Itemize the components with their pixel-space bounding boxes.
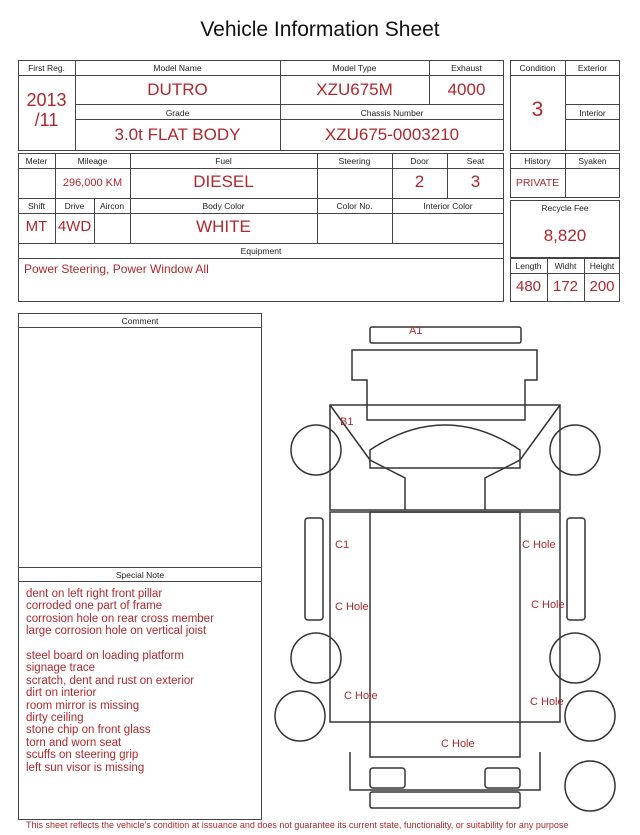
exhaust-header: Exhaust <box>451 63 482 73</box>
special-note-item: corroded one part of frame <box>26 600 163 613</box>
chassis-number-header: Chassis Number <box>360 108 424 118</box>
width-value: 172 <box>552 278 579 295</box>
chassis-number-value: XZU675-0003210 <box>324 125 460 144</box>
exterior-header: Exterior <box>577 63 608 73</box>
drive-value: 4WD <box>57 218 92 235</box>
condition-value: 3 <box>531 98 544 121</box>
special-note-item: left sun visor is missing <box>26 761 145 774</box>
label-c1: C1 <box>335 539 350 551</box>
label-a1: A1 <box>409 325 423 337</box>
history-value: PRIVATE <box>515 177 560 189</box>
syaken-header: Syaken <box>578 156 607 166</box>
fuel-header: Fuel <box>215 156 232 166</box>
drive-header: Drive <box>64 201 85 211</box>
recycle-fee-header: Recycle Fee <box>541 203 589 213</box>
model-type-value: XZU675M <box>316 80 393 99</box>
interior-color-header: Interior Color <box>423 201 473 211</box>
mileage-header: Mileage <box>77 156 108 166</box>
model-name-value: DUTRO <box>147 80 208 99</box>
body-color-value: WHITE <box>196 217 251 236</box>
recycle-fee-value: 8,820 <box>543 226 587 245</box>
mileage-value: 296,000 KM <box>62 177 123 189</box>
equipment-header: Equipment <box>240 246 282 256</box>
disclaimer-footer: This sheet reflects the vehicle's condition at issuance and does not guarantee its current state, functionality, or suitability for any purpose <box>26 820 569 830</box>
height-value: 200 <box>589 278 615 295</box>
door-header: Door <box>410 156 429 166</box>
special-note-item: stone chip on front glass <box>26 724 151 737</box>
seat-value: 3 <box>470 172 481 191</box>
seat-header: Seat <box>466 156 485 166</box>
label-c-hole-5: C Hole <box>530 696 564 708</box>
model-type-header: Model Type <box>332 63 377 73</box>
special-note-header: Special Note <box>115 570 165 580</box>
special-note-item: scuffs on steering grip <box>26 749 139 762</box>
width-header: Widht <box>554 261 577 271</box>
label-c-hole-2: C Hole <box>335 601 369 613</box>
aircon-header: Aircon <box>99 201 125 211</box>
steering-header: Steering <box>338 156 371 166</box>
label-c-hole-4: C Hole <box>344 690 378 702</box>
label-b1: B1 <box>340 416 354 428</box>
special-note-item: signage trace <box>26 662 96 675</box>
comment-header: Comment <box>121 316 159 326</box>
length-header: Length <box>515 261 542 271</box>
label-c-hole-6: C Hole <box>441 738 475 750</box>
special-note-item: large corrosion hole on vertical joist <box>26 625 207 638</box>
length-value: 480 <box>515 278 542 295</box>
special-note-item: dirt on interior <box>26 687 97 700</box>
body-color-header: Body Color <box>202 201 245 211</box>
page-title: Vehicle Information Sheet <box>200 18 440 41</box>
shift-header: Shift <box>27 201 45 211</box>
equipment-value: Power Steering, Power Window All <box>24 262 209 276</box>
history-header: History <box>524 156 551 166</box>
special-note-item: corrosion hole on rear cross member <box>26 612 214 625</box>
model-name-header: Model Name <box>153 63 202 73</box>
grade-value: 3.0t FLAT BODY <box>114 125 241 144</box>
special-note-item: dent on left right front pillar <box>26 588 163 600</box>
first-reg-month-value: /11 <box>34 110 59 130</box>
shift-value: MT <box>25 218 48 235</box>
color-no-header: Color No. <box>336 201 373 211</box>
vehicle-damage-diagram <box>265 318 635 818</box>
label-c-hole-1: C Hole <box>522 539 556 551</box>
label-c-hole-3: C Hole <box>531 599 565 611</box>
special-note-item: room mirror is missing <box>26 699 140 712</box>
special-note-item: steel board on loading platform <box>26 650 184 662</box>
height-header: Height <box>589 261 615 271</box>
special-note-item: dirty ceiling <box>26 712 84 724</box>
first-reg-year-value: 2013 <box>26 90 67 110</box>
condition-header: Condition <box>519 63 556 73</box>
fuel-value: DIESEL <box>193 172 254 191</box>
special-note-item: scratch, dent and rust on exterior <box>26 674 195 687</box>
grade-header: Grade <box>165 108 190 118</box>
special-note-item: torn and worn seat <box>26 736 122 749</box>
first-reg-header: First Reg. <box>28 63 65 73</box>
exhaust-value: 4000 <box>447 80 486 99</box>
door-value: 2 <box>414 172 425 191</box>
meter-header: Meter <box>25 156 48 166</box>
interior-header: Interior <box>579 108 606 118</box>
